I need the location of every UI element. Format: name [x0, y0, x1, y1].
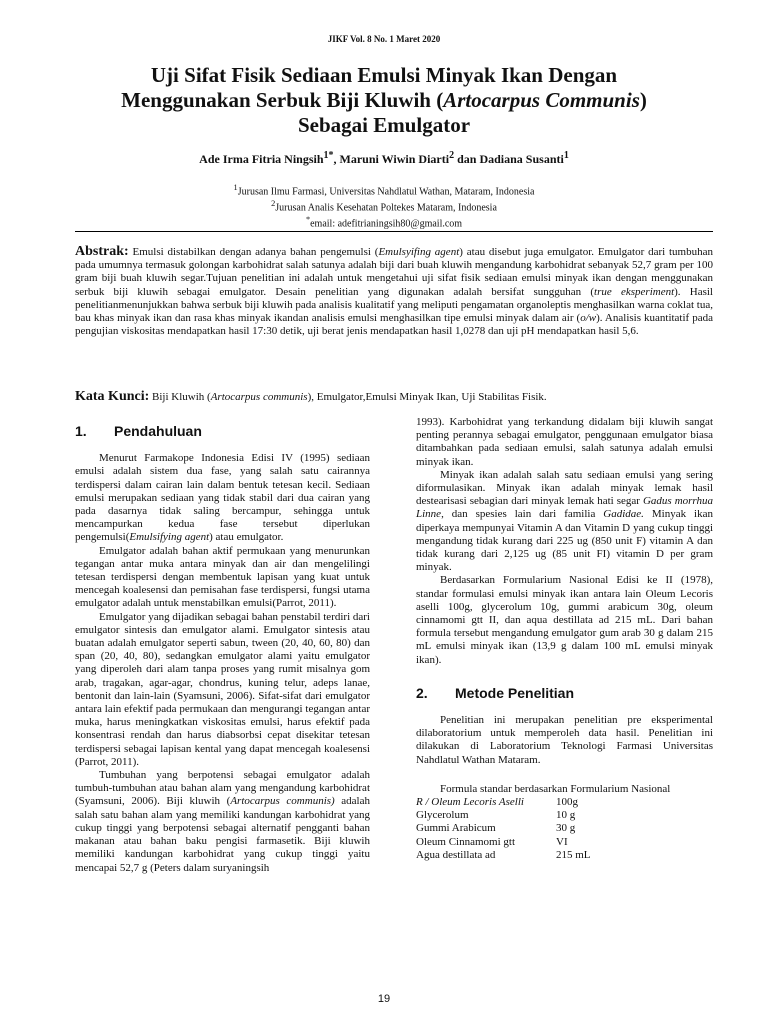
intro-paragraph-1: Menurut Farmakope Indonesia Edisi IV (1995) sediaan emulsi adalah sistem dua fase, yang salah satu cairannya terdispersi dalam cairan lain dalam bentuk tetesan kecil. Sediaan emulsi merupakan sediaan yang tidak stabil dari dua cairan yang pada dasarnya tidak saling bercampur, sehingga untuk mencampurkan kedua fase tersebut diperlukan pengemulsi(Emulsifying agent) atau emulgator.	[75, 452, 370, 544]
title-line-1: Uji Sifat Fisik Sediaan Emulsi Minyak Ikan Dengan	[150, 63, 618, 87]
page-number: 19	[377, 993, 391, 1005]
section-heading-methods: 2. Metode Penelitian	[416, 684, 575, 701]
intro-paragraph-6: Berdasarkan Formularium Nasional Edisi ke II (1978), standar formulasi emulsi minyak ikan antara lain Oleum Lecoris aselli 100g, glycerolum 10g, gummi arabicum 30g, oleum cinnamomi gtt II, dan aqua destillata ad 215 mL. Dari bahan formula tersebut mengandung emulgator gum arab 30 g dalam 215 mL emulsi minyak ikan (13,9 g dalam 100 mL emulsi minyak ikan).	[416, 574, 713, 666]
methods-paragraph-2: Formula standar berdasarkan Formularium Nasional	[440, 782, 671, 795]
intro-paragraph-3: Emulgator yang dijadikan sebagai bahan penstabil terdiri dari emulgator sintesis dan emulgator alami. Emulgator sintesis atau buatan adalah emulgator seperti sabun, tween (20, 40, 60, 80) dan span (20, 40, 80), sedangkan emulgator alami yaitu emulgator yang diperoleh dari alam tanpa proses yang rumit misalnya gom arab, tragakan, agar-agar, chondrus, kuning telur, adeps lanae, bentonit dan lain-lain (Syamsuni, 2006). Sifat-sifat dari emulgator antara lain efektif pada permukaan dan mengurangi tegangan antar muka, harus meningkatkan viskositas emulsi, harus efektif pada konsentrasi rendah dan harus diabsorbsi cepat disekitar tetesan terdispersi sebagai lapisan kental yang dapat mencegah koalesensi (Parrot, 2011).	[75, 610, 370, 768]
header-divider	[75, 231, 713, 232]
paper-title	[40, 63, 728, 138]
formula-table	[416, 796, 616, 862]
affiliation-1: $^1$Jurusan Ilmu Farmasi, Universitas Nahdlatul Wathan, Mataram, Indonesia	[233, 183, 535, 198]
formula-row: Agua destillata ad 215 mL	[416, 848, 591, 861]
abstract-label: Abstrak:	[75, 244, 129, 259]
running-head: JIKF Vol. 8 No. 1 Maret 2020	[327, 34, 441, 44]
title-line-2: Menggunakan Serbuk Biji Kluwih (Artocarpus Communis)	[121, 88, 647, 112]
keywords: Kata Kunci: Biji Kluwih (Artocarpus communis), Emulgator,Emulsi Minyak Ikan, Uji Stabilitas Fisik.	[75, 389, 547, 404]
author-list: Ade Irma Fitria Ningsih$^{1*}$, Maruni Wiwin Diarti$^2$ dan Dadiana Susanti$^1$	[199, 150, 569, 166]
affiliation-2: $^2$Jurusan Analis Kesehatan Poltekes Mataram, Indonesia	[271, 198, 497, 214]
author-2: Maruni Wiwin Diarti	[339, 152, 450, 166]
intro-paragraph-4-continued: 1993). Karbohidrat yang terkandung didalam biji kluwih sangat penting perannya sebagai emulgator, penggunaan emulgator biasa ditambahkan pada sediaan emulsi, salah satunya adalah emulsi minyak ikan.	[416, 416, 713, 468]
left-column	[75, 421, 370, 875]
keywords-label: Kata Kunci:	[75, 389, 150, 404]
formula-row: Oleum Cinnamomi gtt VI	[416, 835, 568, 848]
section-heading-introduction: 1. Pendahuluan	[75, 423, 202, 439]
formula-row: Glycerolum 10 g	[416, 809, 576, 822]
affiliations	[40, 182, 728, 229]
right-column	[416, 416, 713, 862]
title-line-3: Sebagai Emulgator	[297, 113, 471, 137]
intro-paragraph-4: Tumbuhan yang berpotensi sebagai emulgator adalah tumbuh-tumbuhan atau bahan alam yang mengandung karbohidrat (Syamsuni, 2006). Biji kluwih (Artocarpus communis) adalah salah satu bahan alam yang memiliki kandungan karbohidrat yang cukup tinggi yang berpotensi sebagai alternatif pengganti bahan makanan atau bahan baku pengisi farmasetik. Biji kluwih memiliki kandungan karbohidrat yang cukup tinggi yaitu mencapai 52,7 g (Peters dalam suryaningsih	[75, 769, 370, 874]
formula-row: Gummi Arabicum 30 g	[416, 822, 576, 835]
intro-paragraph-5: Minyak ikan adalah salah satu sediaan emulsi yang sering diformulasikan. Minyak ikan adalah minyak lemak hasil destearisasi sebagian dari minyak lemak hati segar Gadus morrhua Linne, dan spesies lain dari familia Gadidae. Minyak ikan diperkaya mempunyai Vitamin A dan Vitamin D yang cukup tinggi mengandung tidak kurang dari 225 ug (850 unit F) vitamin A dan tidak kurang dari 2,125 ug (85 unit FI) vitamin D per gram minyak.	[416, 468, 713, 574]
formula-row: R / Oleum Lecoris Aselli 100g	[416, 796, 578, 809]
intro-paragraph-2: Emulgator adalah bahan aktif permukaan yang menurunkan tegangan antar muka antara minyak dan air dan mengelilingi tetesan terdispersi dengan membentuk lapisan yang kuat untuk mencegah koalesensi dan pemisahan fase terdispersi, fungsi utama emulgator adalah untuk menstabilkan emulsi(Parrot, 2011).	[75, 544, 370, 610]
corresponding-email: *email: adefitrianingsih80@gmail.com	[305, 214, 463, 229]
abstract: Abstrak: Emulsi distabilkan dengan adanya bahan pengemulsi (Emulsyifing agent) atau disebut juga emulgator. Emulgator dari tumbuhan pada umumnya termasuk golongan karbohidrat salah satunya adalah biji dari buah kluwih mengandung karbohidrat sebanyak 52,7 gram per 100 gram biji buah kluwih segar.Tujuan penelitian ini adalah untuk mengetahui uji sifat fisik sediaan emulsi minyak ikan dengan menggunakan serbuk biji kluwih sebagai emulgator. Desain penelitian yang digunakan adalah bersifat sungguhan (true eksperiment). Hasil penelitianmenunjukkan bahwa serbuk biji kluwih pada analisis kualitatif yang meliputi pengamatan organoleptis menghasilkan warna coklat tua, bau khas minyak ikan dan rasa khas minyak ikandan analisis emulsi menghasilkan tipe emulsi minyak dalam air (o/w). Analisis kuantitatif pada pengujian viskositas mendapatkan hasil 17:30 detik, uji berat jenis mendapatkan hasil 1,0278 dan uji pH mendapatkan hasil 5,6.	[75, 244, 713, 338]
author-3: Dadiana Susanti	[479, 152, 564, 166]
methods-paragraph-1: Penelitian ini merupakan penelitian pre eksperimental dilaboratorium untuk memperoleh data hasil. Penelitian ini dilakukan di Laboratorium Teknologi Farmasi Universitas Nahdlatul Wathan Mataram.	[416, 714, 713, 766]
author-1: Ade Irma Fitria Ningsih	[199, 152, 324, 166]
